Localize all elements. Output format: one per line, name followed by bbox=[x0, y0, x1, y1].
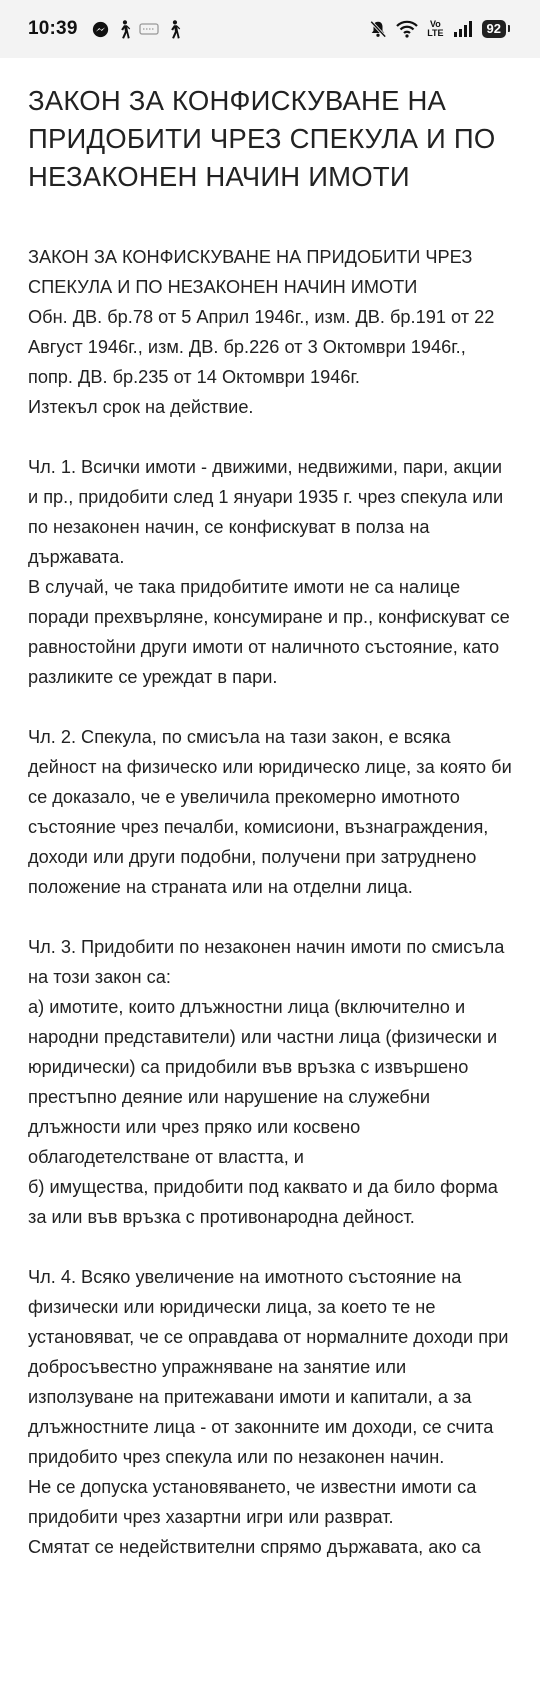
article-3-item-b: б) имущества, придобити под каквато и да било форма за или във връзка с противонародна дейност. bbox=[28, 1177, 498, 1227]
status-left bbox=[28, 18, 181, 40]
article-4-paragraph-1: Чл. 4. Всяко увеличение на имотното състояние на физически или юридически лица, за което те не установяват, че се оправдава от нормалните доходи при добросъвестно упражняване на занятие или използуване на притежавани имоти и капитали, а за длъжностните лица - от законните им доходи, се счита придобито чрез спекула или по незаконен начин. bbox=[28, 1267, 509, 1467]
walking-icon-2 bbox=[167, 20, 181, 39]
signal-icon bbox=[453, 21, 473, 37]
paragraph-gap bbox=[28, 422, 512, 452]
page-title: ЗАКОН ЗА КОНФИСКУВАНЕ НА ПРИДОБИТИ ЧРЕЗ СПЕКУЛА И ПО НЕЗАКОНЕН НАЧИН ИМОТИ bbox=[28, 85, 496, 192]
mute-icon bbox=[369, 20, 387, 38]
status-bar bbox=[0, 0, 540, 58]
battery-indicator: 92 bbox=[482, 20, 506, 38]
law-header-title: ЗАКОН ЗА КОНФИСКУВАНЕ НА ПРИДОБИТИ ЧРЕЗ СПЕКУЛА И ПО НЕЗАКОНЕН НАЧИН ИМОТИ bbox=[28, 247, 473, 297]
article-4-paragraph-3: Смятат се недействителни спрямо държавата, ако са bbox=[28, 1537, 481, 1557]
law-text bbox=[28, 242, 512, 1562]
article-content bbox=[0, 58, 540, 1562]
paragraph-gap bbox=[28, 1232, 512, 1262]
law-status: Изтекъл срок на действие. bbox=[28, 397, 254, 417]
wifi-icon bbox=[396, 20, 418, 38]
law-publication-info: Обн. ДВ. бр.78 от 5 Април 1946г., изм. ДВ. бр.191 от 22 Август 1946г., изм. ДВ. бр.226 от 3 Октомври 1946г., попр. ДВ. бр.235 от 14 Октомври 1946г. bbox=[28, 307, 495, 387]
article-4-paragraph-2: Не се допуска установяването, че известни имоти са придобити чрез хазартни игри или разврат. bbox=[28, 1477, 477, 1527]
walking-icon bbox=[117, 20, 131, 39]
article-2-paragraph-1: Чл. 2. Спекула, по смисъла на тази закон, е всяка дейност на физическо или юридическо лице, за която би се доказало, че е увеличила прекомерно имотното състояние чрез печалби, комисиони, възнаграждения, доходи или други подобни, получени при затруднено положение на страната или на отделни лица. bbox=[28, 727, 512, 897]
volte-indicator: Vo LTE bbox=[427, 19, 444, 38]
status-right bbox=[369, 20, 506, 38]
messenger-icon bbox=[92, 21, 109, 38]
article-3-item-a: а) имотите, които длъжностни лица (включително и народни представители) или частни лица (физически и юридически) са придобили във връзка с извършено престъпно деяние или нарушение на служебни длъжности или чрез пряко или косвено облагодетелстване от властта, и bbox=[28, 997, 498, 1167]
article-3-intro: Чл. 3. Придобити по незаконен начин имоти по смисъла на този закон са: bbox=[28, 937, 505, 987]
status-time: 10:39 bbox=[28, 18, 78, 39]
notification-icon bbox=[139, 22, 159, 36]
paragraph-gap bbox=[28, 902, 512, 932]
article-1-paragraph-1: Чл. 1. Всички имоти - движими, недвижими, пари, акции и пр., придобити след 1 януари 1935 г. чрез спекула или по незаконен начин, се конфискуват в полза на държавата. bbox=[28, 457, 504, 567]
article-1-paragraph-2: В случай, че така придобитите имоти не са налице поради прехвърляне, консумиране и пр., конфискуват се равностойни други имоти от наличното състояние, като разликите се уреждат в пари. bbox=[28, 577, 510, 687]
paragraph-gap bbox=[28, 692, 512, 722]
